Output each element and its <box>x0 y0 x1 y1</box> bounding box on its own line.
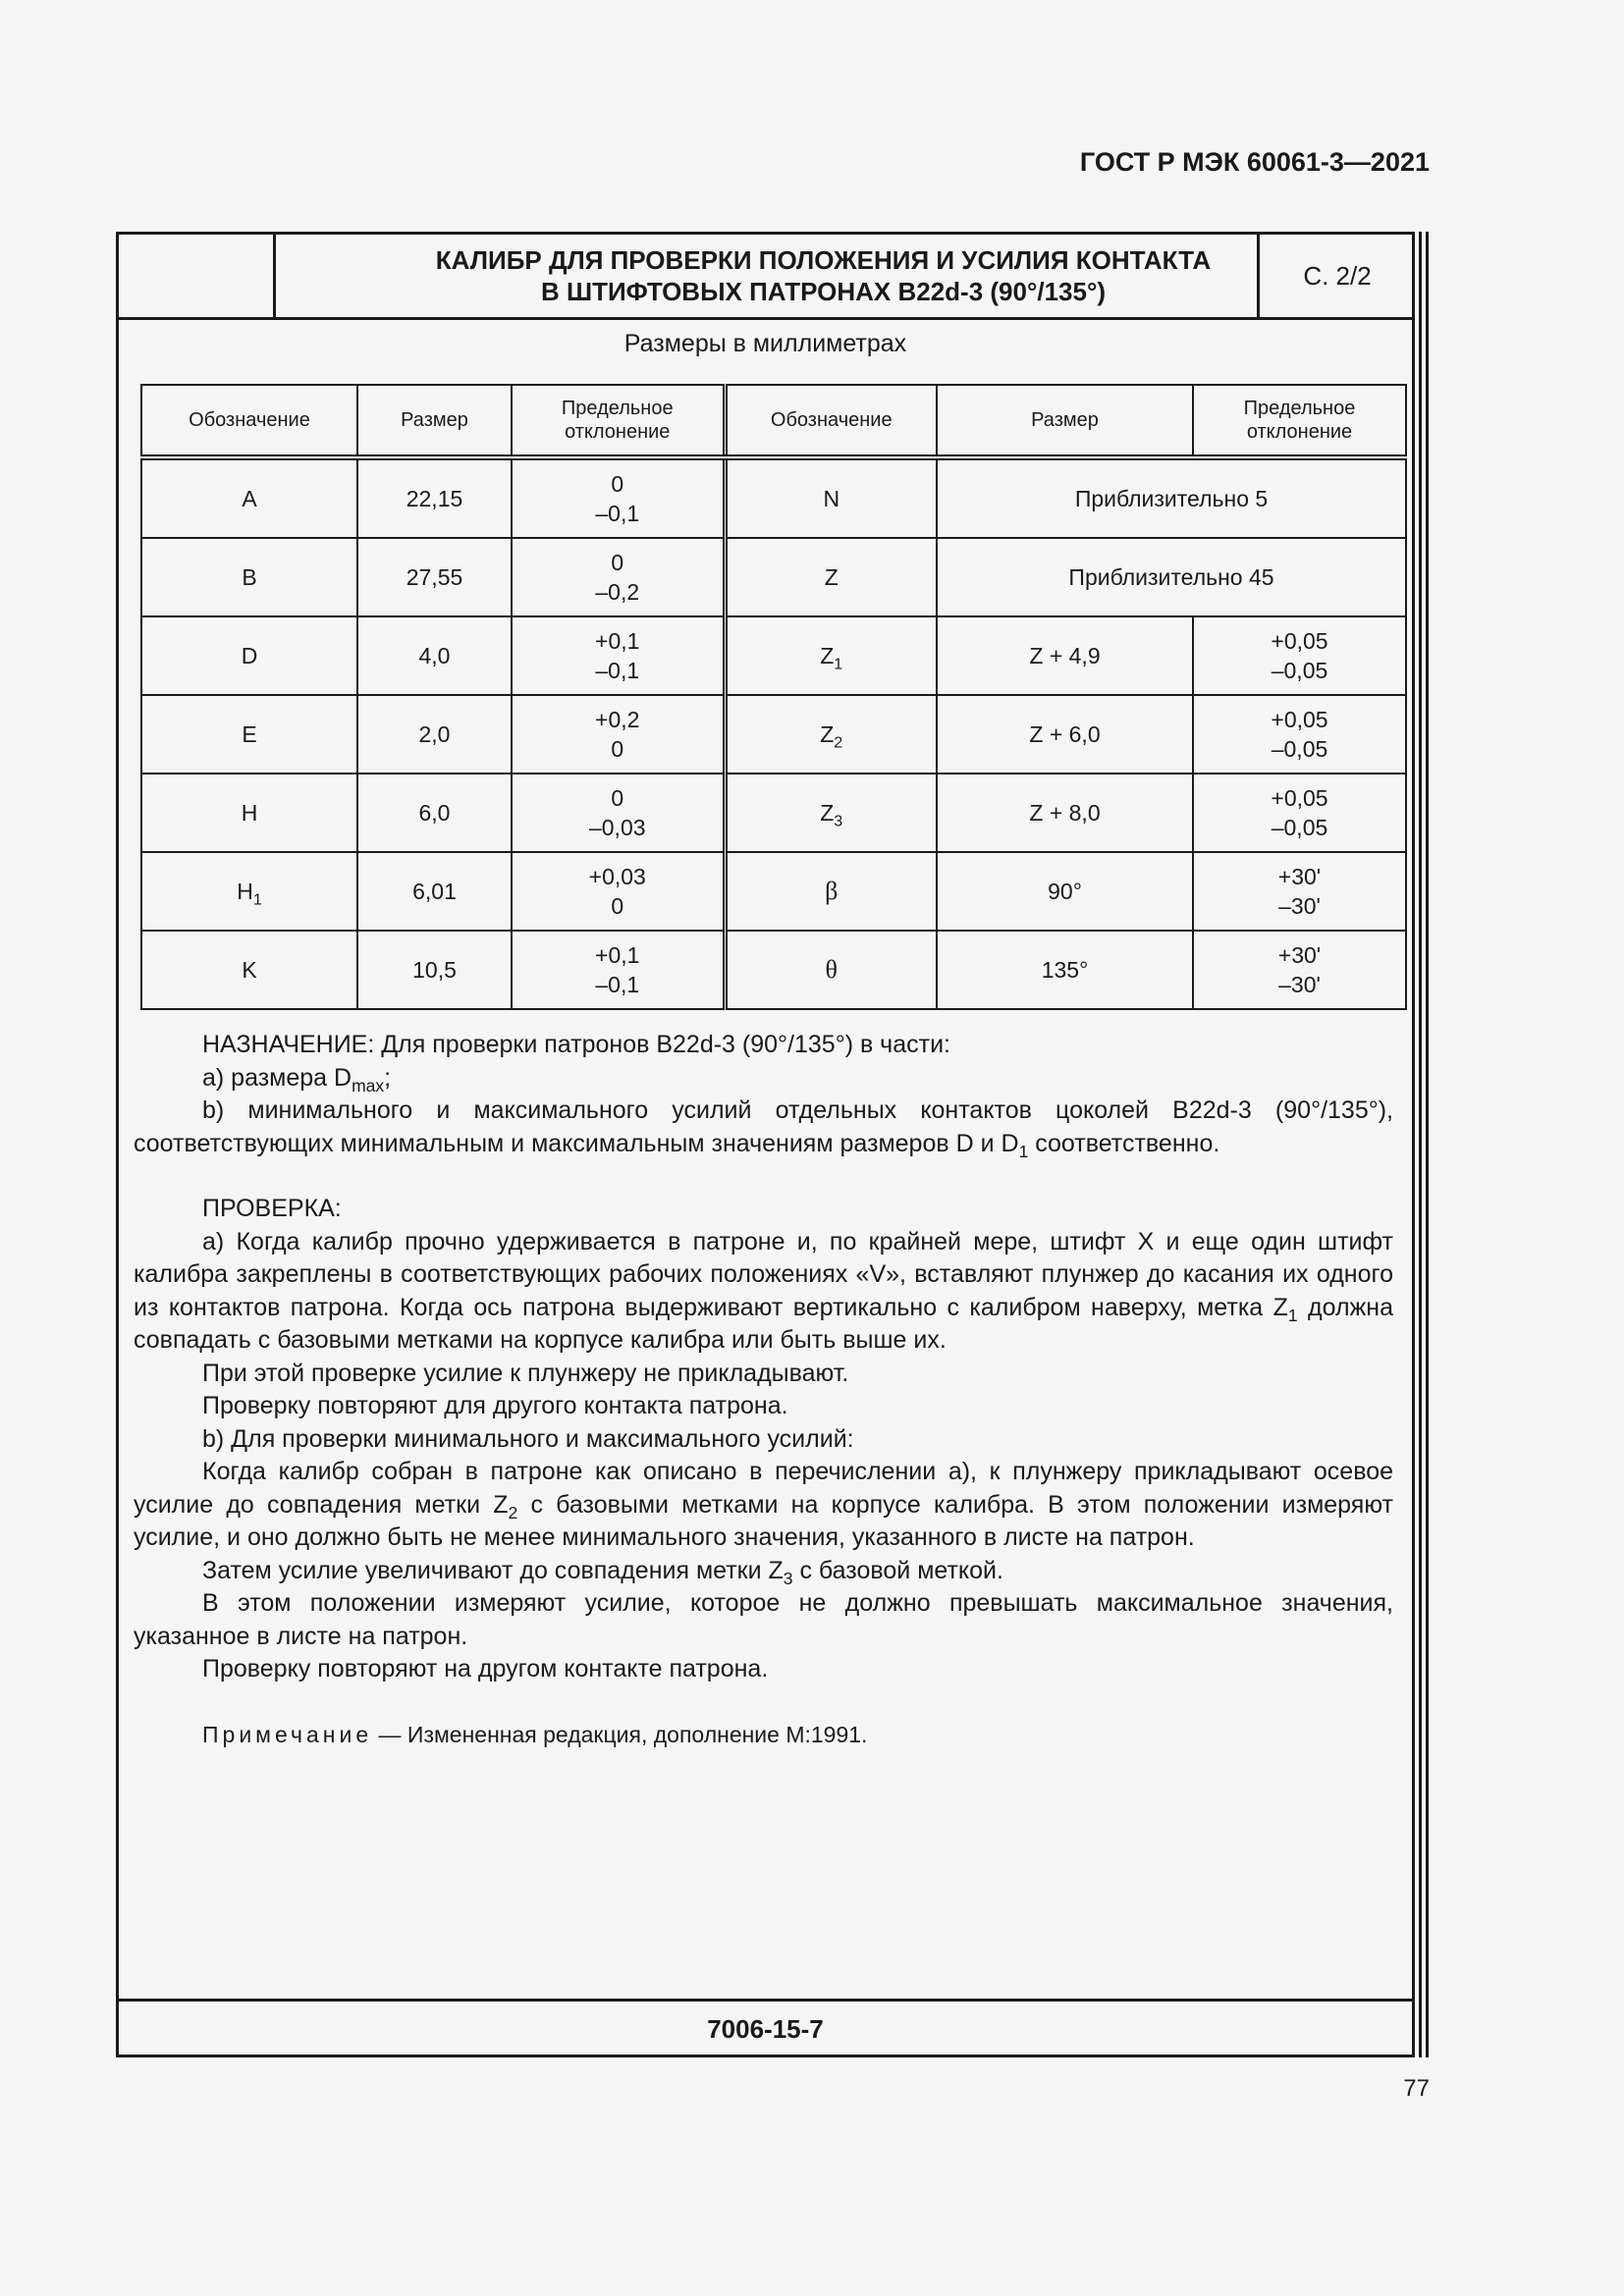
dimensions-table <box>140 384 1407 1010</box>
purpose-item-b: b) минимального и максимального усилий отдельных контактов цоколей B22d-3 (90°/135°), соответствующих минимальным и максимальным значениям размеров D и $D_1$ соответственно. <box>134 1096 1393 1161</box>
tolerance-cell: +30' –30' <box>1193 852 1406 931</box>
size-cell: 135° <box>937 931 1193 1009</box>
size-cell: 2,0 <box>357 695 512 774</box>
title-block <box>119 235 1412 320</box>
note: Примечание — Измененная редакция, дополнение M:1991. <box>202 1721 868 1747</box>
tolerance-cell: +0,05 –0,05 <box>1193 616 1406 695</box>
size-cell: Z + 4,9 <box>937 616 1193 695</box>
purpose-item-a: a) размера $D_{max}$; <box>202 1063 392 1095</box>
table-row <box>141 774 1406 852</box>
designation-cell: H <box>141 774 357 852</box>
tolerance-cell: 0 –0,1 <box>512 457 725 538</box>
check-paragraph: Затем усилие увеличивают до совпадения метки $Z_3$ с базовой меткой. <box>202 1556 1003 1588</box>
size-cell: 10,5 <box>357 931 512 1009</box>
header-tolerance: Предельное отклонение <box>1193 385 1406 457</box>
check-heading: ПРОВЕРКА: <box>202 1195 342 1222</box>
sheet-title-line-2: В ШТИФТОВЫХ ПАТРОНАХ B22d-3 (90°/135°) <box>540 277 1107 306</box>
designation-cell: $H_1$ <box>141 852 357 931</box>
designation-cell: θ <box>725 931 937 1009</box>
header-size: Размер <box>357 385 512 457</box>
tolerance-cell: 0 –0,2 <box>512 538 725 616</box>
table-row <box>141 616 1406 695</box>
designation-cell: $Z_3$ <box>725 774 937 852</box>
size-cell: Приблизительно 45 <box>937 538 1406 616</box>
check-paragraph: При этой проверке усилие к плунжеру не прикладывают. <box>202 1359 849 1387</box>
tolerance-cell: +0,03 0 <box>512 852 725 931</box>
designation-cell: E <box>141 695 357 774</box>
frame-double-line <box>1426 232 1429 2057</box>
designation-cell: Z <box>725 538 937 616</box>
designation-cell: $Z_1$ <box>725 616 937 695</box>
title-block-left-cell <box>119 235 276 317</box>
table-row <box>141 931 1406 1009</box>
designation-cell: $Z_2$ <box>725 695 937 774</box>
header-tolerance: Предельное отклонение <box>512 385 725 457</box>
header-size: Размер <box>937 385 1193 457</box>
table-row <box>141 457 1406 538</box>
check-paragraph: В этом положении измеряют усилие, которое не должно превышать максимальное значения, указанное в листе на патрон. <box>134 1589 1393 1650</box>
designation-cell: A <box>141 457 357 538</box>
size-cell: 22,15 <box>357 457 512 538</box>
size-cell: 4,0 <box>357 616 512 695</box>
tolerance-cell: +0,2 0 <box>512 695 725 774</box>
check-paragraph: b) Для проверки минимального и максимального усилий: <box>202 1424 854 1453</box>
designation-cell: N <box>725 457 937 538</box>
document-code: ГОСТ Р МЭК 60061-3—2021 <box>1079 147 1430 177</box>
designation-cell: β <box>725 852 937 931</box>
frame-double-line <box>1419 232 1422 2057</box>
designation-cell: K <box>141 931 357 1009</box>
tolerance-cell: +0,05 –0,05 <box>1193 774 1406 852</box>
table-row <box>141 852 1406 931</box>
size-cell: Приблизительно 5 <box>937 457 1406 538</box>
check-paragraph: Проверку повторяют для другого контакта патрона. <box>202 1392 788 1419</box>
page-number: 77 <box>1403 2075 1430 2102</box>
tolerance-cell: +0,1 –0,1 <box>512 931 725 1009</box>
size-cell: Z + 6,0 <box>937 695 1193 774</box>
body-text <box>134 1029 1393 1751</box>
header-designation: Обозначение <box>141 385 357 457</box>
designation-cell: B <box>141 538 357 616</box>
size-cell: 6,01 <box>357 852 512 931</box>
header-designation: Обозначение <box>725 385 937 457</box>
purpose-heading: НАЗНАЧЕНИЕ: Для проверки патронов B22d-3 (90°/135°) в части: <box>202 1031 950 1058</box>
check-paragraph: Когда калибр собран в патроне как описано в перечислении а), к плунжеру прикладывают осевое усилие до совпадения метки $Z_2$ с базовыми метками на корпусе калибра. В этом положении измеряют усилие, и оно должно быть не менее минимального значения, указанного в листе на патрон. <box>134 1458 1393 1551</box>
designation-cell: D <box>141 616 357 695</box>
check-item-a: a) Когда калибр прочно удерживается в патроне и, по крайней мере, штифт X и еще один штифт калибра закреплены в соответствующих рабочих положениях «V», вставляют плунжер до касания их одного из контактов патрона. Когда ось патрона выдерживают вертикально с калибром наверху, метка $Z_1$ должна совпадать с базовыми метками на корпусе калибра или быть выше их. <box>134 1227 1393 1354</box>
table-row <box>141 538 1406 616</box>
tolerance-cell: +0,1 –0,1 <box>512 616 725 695</box>
units-note: Размеры в миллиметрах <box>623 330 907 357</box>
drawing-number: 7006-15-7 <box>119 1999 1412 2057</box>
size-cell: 6,0 <box>357 774 512 852</box>
check-paragraph: Проверку повторяют на другом контакте патрона. <box>202 1655 769 1682</box>
table-header-row <box>141 385 1406 457</box>
sheet-title-line-1: КАЛИБР ДЛЯ ПРОВЕРКИ ПОЛОЖЕНИЯ И УСИЛИЯ КОНТАКТА <box>435 245 1212 275</box>
size-cell: 27,55 <box>357 538 512 616</box>
sheet-frame <box>116 232 1415 2057</box>
sheet-title <box>276 235 1371 317</box>
sheet-number: С. 2/2 <box>1257 235 1415 317</box>
tolerance-cell: +0,05 –0,05 <box>1193 695 1406 774</box>
tolerance-cell: 0 –0,03 <box>512 774 725 852</box>
table-row <box>141 695 1406 774</box>
size-cell: Z + 8,0 <box>937 774 1193 852</box>
size-cell: 90° <box>937 852 1193 931</box>
tolerance-cell: +30' –30' <box>1193 931 1406 1009</box>
